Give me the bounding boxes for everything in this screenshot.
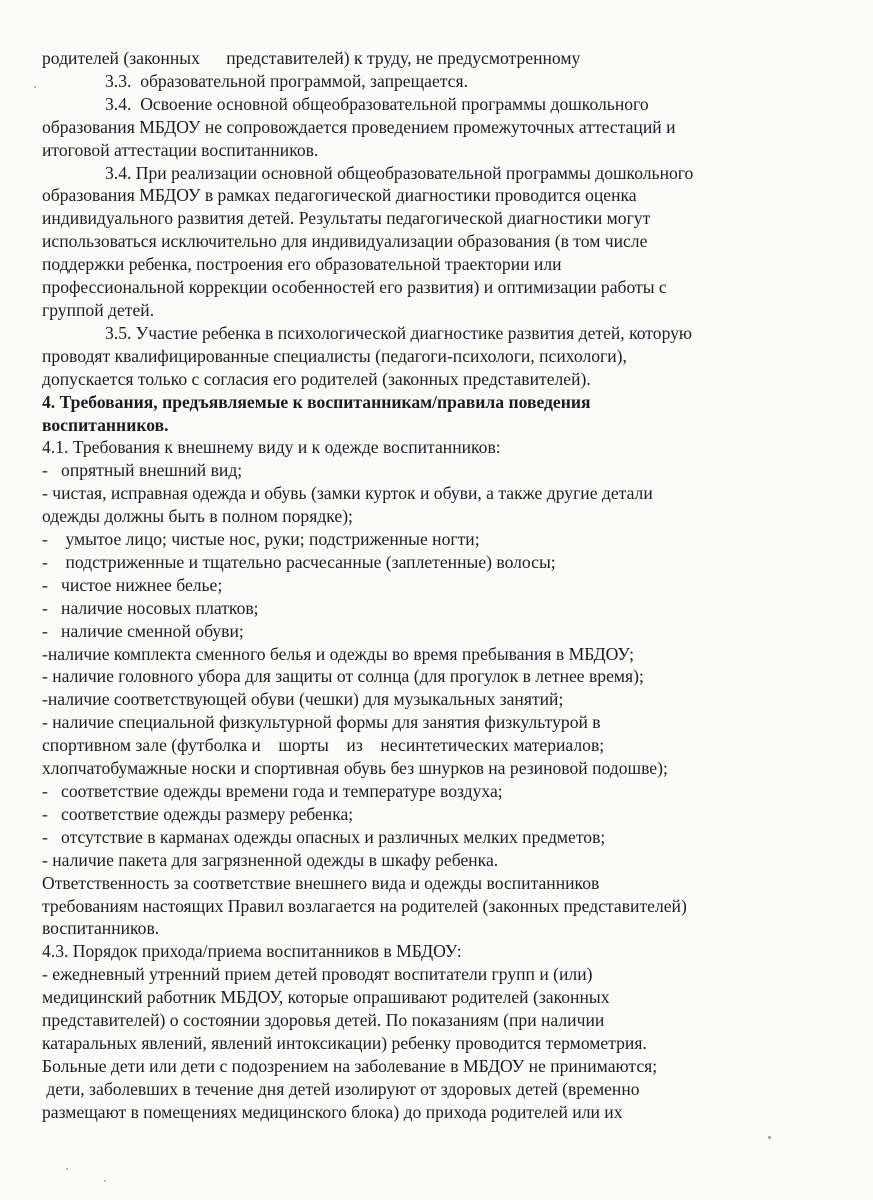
text-line: итоговой аттестации воспитанников. (42, 139, 319, 160)
text-line: индивидуального развития детей. Результаты педагогической диагностики могут (42, 208, 651, 229)
list-item: - чистое нижнее белье; (42, 574, 223, 595)
text-line: проводят квалифицированные специалисты (педагоги-психологи, психологи), (42, 345, 627, 366)
text-line: представителей) о состоянии здоровья детей. По показаниям (при наличии (42, 1010, 605, 1031)
text-line: 3.3. образовательной программой, запрещается. (105, 70, 468, 91)
scan-speck (768, 1136, 771, 1139)
text-line: профессиональной коррекции особенностей его развития) и оптимизации работы с (42, 277, 667, 298)
list-item: - наличие головного убора для защиты от солнца (для прогулок в летнее время); (42, 666, 644, 687)
text-line: воспитанников. (42, 918, 160, 939)
list-item: - чистая, исправная одежда и обувь (замки курток и обуви, а также другие детали (42, 483, 653, 504)
section-heading: 4. Требования, предъявляемые к воспитанникам/правила поведения (42, 391, 591, 412)
text-line: дети, заболевших в течение дня детей изолируют от здоровых детей (временно (42, 1078, 640, 1099)
text-line: родителей (законных представителей) к труду, не предусмотренному (42, 48, 581, 68)
text-line: Ответственность за соответствие внешнего вида и одежды воспитанников (42, 872, 600, 893)
text-line: одежды должны быть в полном порядке); (42, 506, 353, 527)
text-line: группой детей. (42, 299, 155, 320)
list-item: - соответствие одежды времени года и температуре воздуха; (42, 781, 503, 801)
list-item: - умытое лицо; чистые нос, руки; подстриженные ногти; (42, 529, 480, 550)
list-item: - соответствие одежды размеру ребенка; (42, 803, 354, 824)
list-item: -наличие комплекта сменного белья и одежды во время пребывания в МБДОУ; (42, 643, 635, 664)
document-page (42, 47, 852, 1124)
list-item: - наличие пакета для загрязненной одежды в шкафу ребенка. (42, 849, 499, 870)
text-line: поддержки ребенка, построения его образовательной траектории или (42, 254, 562, 275)
list-item: - наличие носовых платков; (42, 597, 259, 618)
text-line: спортивном зале (футболка и шорты из несинтетических материалов; (42, 735, 605, 756)
text-line: образования МБДОУ не сопровождается проведением промежуточных аттестаций и (42, 116, 676, 137)
text-line: катаральных явлений, явлений интоксикации) ребенку проводится термометрия. (42, 1032, 647, 1053)
text-line: 3.4. При реализации основной общеобразовательной программы дошкольного (105, 162, 694, 183)
text-line: требованиям настоящих Правил возлагается на родителей (законных представителей) (42, 895, 687, 916)
text-line: хлопчатобумажные носки и спортивная обувь без шнурков на резиновой подошве); (42, 758, 668, 779)
list-item: - опрятный внешний вид; (42, 460, 243, 481)
list-item: -наличие соответствующей обуви (чешки) для музыкальных занятий; (42, 689, 564, 710)
text-line: допускается только с согласия его родителей (законных представителей). (42, 368, 591, 389)
scan-speck (104, 1180, 106, 1182)
scan-speck (34, 86, 36, 88)
text-line: Больные дети или дети с подозрением на заболевание в МБДОУ не принимаются; (42, 1055, 658, 1076)
subsection-heading: 4.3. Порядок прихода/приема воспитанников в МБДОУ: (42, 941, 462, 962)
text-line: 3.5. Участие ребенка в психологической диагностике развития детей, которую (105, 322, 693, 343)
list-item: - наличие сменной обуви; (42, 620, 244, 641)
text-line: использоваться исключительно для индивидуализации образования (в том числе (42, 231, 648, 252)
text-line: образования МБДОУ в рамках педагогической диагностики проводится оценка (42, 185, 637, 206)
list-item: - наличие специальной физкультурной формы для занятия физкультурой в (42, 712, 601, 733)
scan-speck (66, 1168, 68, 1170)
list-item: - ежедневный утренний прием детей проводят воспитатели групп и (или) (42, 964, 593, 985)
list-item: - подстриженные и тщательно расчесанные (заплетенные) волосы; (42, 551, 556, 572)
list-item: - отсутствие в карманах одежды опасных и различных мелких предметов; (42, 826, 606, 847)
text-line: размещают в помещениях медицинского блока) до прихода родителей или их (42, 1101, 623, 1122)
subsection-heading: 4.1. Требования к внешнему виду и к одежде воспитанников: (42, 437, 501, 458)
section-heading: воспитанников. (42, 414, 169, 435)
text-line: 3.4. Освоение основной общеобразовательной программы дошкольного (105, 93, 649, 114)
text-line: медицинский работник МБДОУ, которые опрашивают родителей (законных (42, 987, 610, 1008)
